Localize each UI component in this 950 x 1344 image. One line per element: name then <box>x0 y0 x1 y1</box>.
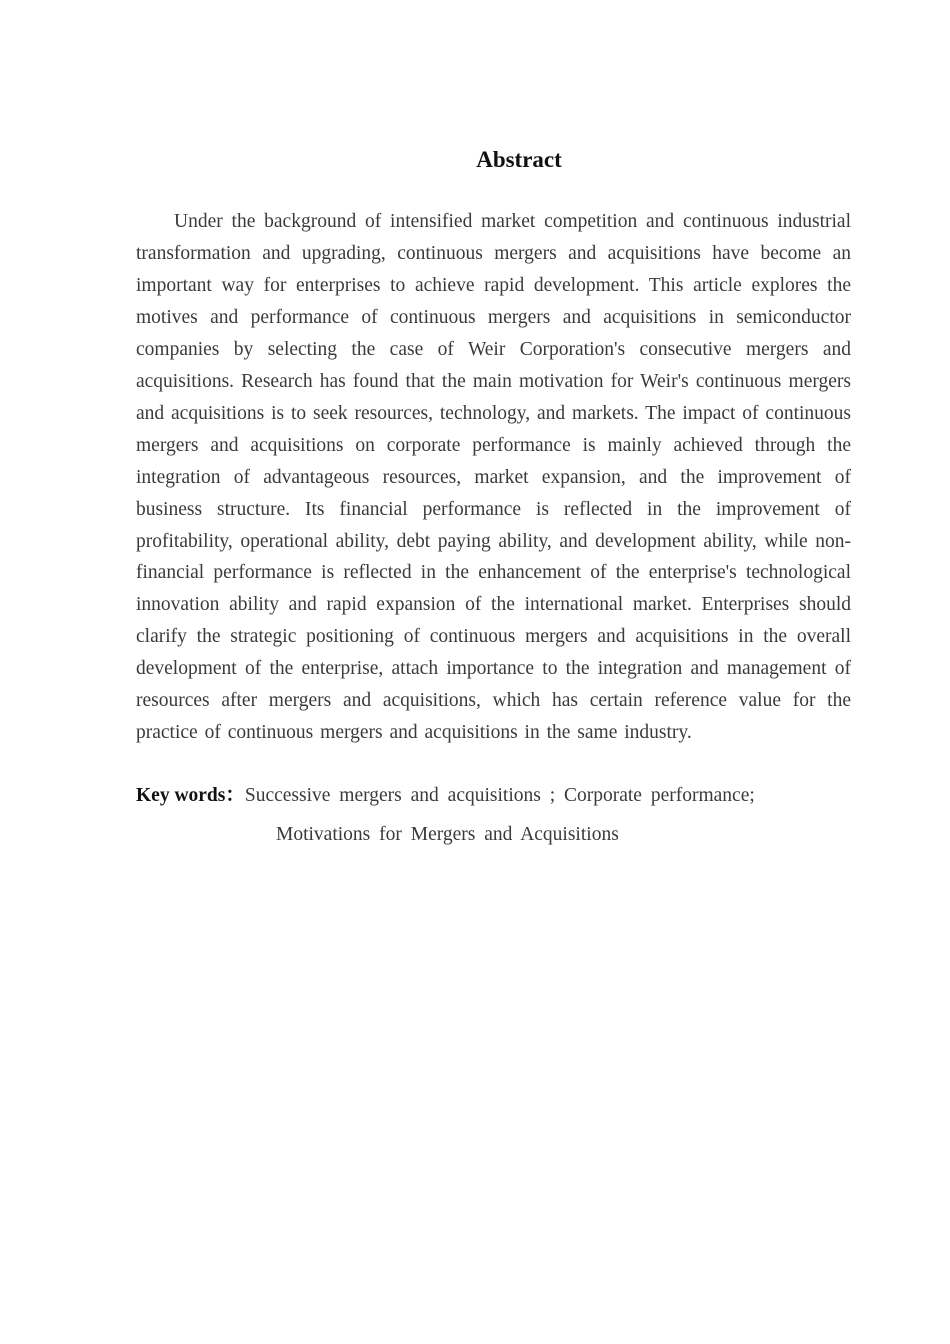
abstract-body: Under the background of intensified market competition and continuous industrial transformation and upgrading, continuous mergers and acquisitions have become an important way for enterprises to achieve rapid development. This article explores the motives and performance of continuous mergers and acquisitions in semiconductor companies by selecting the case of Weir Corporation's consecutive mergers and acquisitions. Research has found that the main motivation for Weir's continuous mergers and acquisitions is to seek resources, technology, and markets. The impact of continuous mergers and acquisitions on corporate performance is mainly achieved through the integration of advantageous resources, market expansion, and the improvement of business structure. Its financial performance is reflected in the improvement of profitability, operational ability, debt paying ability, and development ability, while non-financial performance is reflected in the enhancement of the enterprise's technological innovation ability and rapid expansion of the international market. Enterprises should clarify the strategic positioning of continuous mergers and acquisitions in the overall development of the enterprise, attach importance to the integration and management of resources after mergers and acquisitions, which has certain reference value for the practice of continuous mergers and acquisitions in the same industry. <box>136 211 852 744</box>
abstract-title: Abstract <box>476 147 562 172</box>
keywords-section <box>136 776 851 854</box>
keywords-line-1: Successive mergers and acquisitions ; Corporate performance; <box>244 785 755 807</box>
keywords-label: Key words： <box>136 785 245 807</box>
document-page <box>136 142 851 854</box>
keywords-line-2: Motivations for Mergers and Acquisitions <box>276 824 619 846</box>
